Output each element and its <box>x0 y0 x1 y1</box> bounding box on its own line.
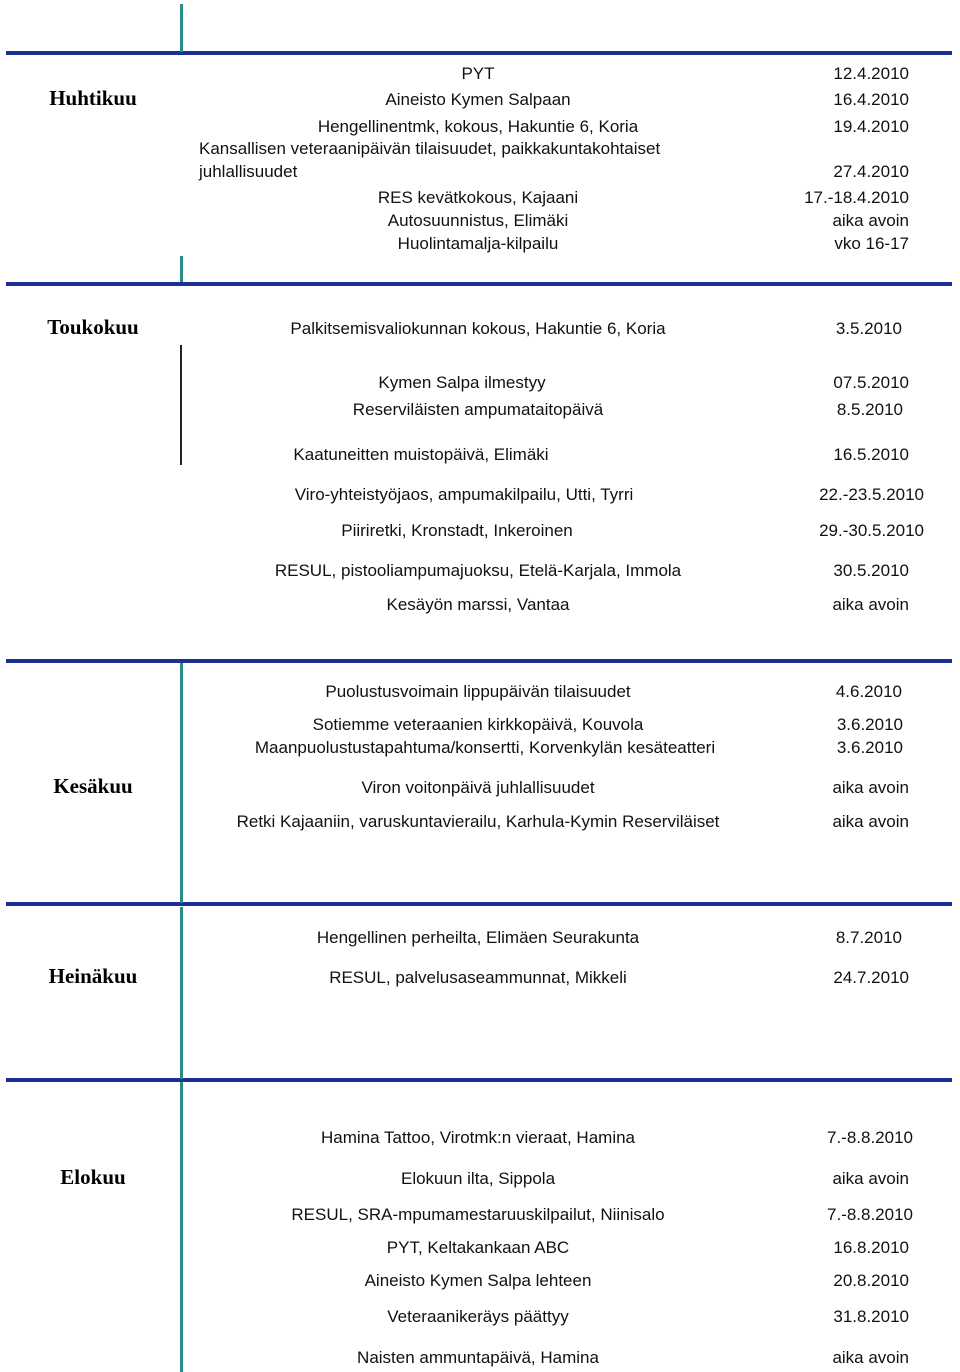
event-text: Hengellinentmk, kokous, Hakuntie 6, Koria <box>317 117 639 136</box>
event-text: Sotiemme veteraanien kirkkopäivä, Kouvola <box>312 715 644 734</box>
event-date: 3.6.2010 <box>836 715 903 734</box>
event-date: 16.8.2010 <box>833 1238 909 1257</box>
event-date: 7.-8.8.2010 <box>826 1205 913 1224</box>
event-text: Kansallisen veteraanipäivän tilaisuudet, paikkakuntakohtaiset <box>199 139 661 158</box>
event-text: Huolintamalja-kilpailu <box>397 234 559 253</box>
event-text: Palkitsemisvaliokunnan kokous, Hakuntie 6, Koria <box>290 319 666 338</box>
event-date: aika avoin <box>832 211 909 230</box>
event-text: Kymen Salpa ilmestyy <box>378 373 546 392</box>
event-text: Retki Kajaaniin, varuskuntavierailu, Karhula-Kymin Reserviläiset <box>236 812 720 831</box>
event-text: Kaatuneitten muistopäivä, Elimäki <box>293 445 549 464</box>
month-label-huhtikuu: Huhtikuu <box>49 86 137 110</box>
event-date: 07.5.2010 <box>833 373 909 392</box>
event-date: aika avoin <box>832 1348 909 1367</box>
event-text: Naisten ammuntapäivä, Hamina <box>357 1348 599 1367</box>
event-date: aika avoin <box>832 778 909 797</box>
event-date: 8.7.2010 <box>835 928 902 947</box>
section-divider <box>6 51 952 55</box>
event-date: aika avoin <box>832 812 909 831</box>
event-text: Kesäyön marssi, Vantaa <box>386 595 570 614</box>
event-text: Reserviläisten ampumataitopäivä <box>352 400 604 419</box>
event-text: Hamina Tattoo, Virotmk:n vieraat, Hamina <box>320 1128 636 1147</box>
event-text: Puolustusvoimain lippupäivän tilaisuudet <box>325 682 631 701</box>
event-date: 17.-18.4.2010 <box>804 188 909 207</box>
column-line <box>180 345 182 465</box>
event-text: PYT, Keltakankaan ABC <box>386 1238 570 1257</box>
event-text: RES kevätkokous, Kajaani <box>377 188 579 207</box>
event-date: 16.4.2010 <box>833 90 909 109</box>
event-date: 29.-30.5.2010 <box>819 521 924 540</box>
event-date: 7.-8.8.2010 <box>826 1128 913 1147</box>
event-text: Viro-yhteistyöjaos, ampumakilpailu, Utti, Tyrri <box>294 485 634 504</box>
column-line <box>180 1082 183 1372</box>
event-date: aika avoin <box>832 1169 909 1188</box>
month-label-toukokuu: Toukokuu <box>47 315 139 339</box>
event-date: 3.5.2010 <box>835 319 902 338</box>
month-label-elokuu: Elokuu <box>60 1165 126 1189</box>
event-date: 24.7.2010 <box>833 968 909 987</box>
event-date: 22.-23.5.2010 <box>819 485 924 504</box>
event-text: Viron voitonpäivä juhlallisuudet <box>361 778 595 797</box>
event-date: 27.4.2010 <box>833 162 909 181</box>
column-line <box>180 256 183 282</box>
event-text: RESUL, pistooliampumajuoksu, Etelä-Karjala, Immola <box>274 561 682 580</box>
month-label-kesakuu: Kesäkuu <box>53 774 133 798</box>
event-text: RESUL, palvelusaseammunnat, Mikkeli <box>329 968 627 987</box>
section-divider <box>6 282 952 286</box>
event-text: Autosuunnistus, Elimäki <box>387 211 569 230</box>
event-text: Elokuun ilta, Sippola <box>400 1169 556 1188</box>
event-date: 12.4.2010 <box>833 64 909 83</box>
event-date: 31.8.2010 <box>833 1307 909 1326</box>
event-text: Aineisto Kymen Salpaan <box>385 90 571 109</box>
month-label-heinakuu: Heinäkuu <box>48 964 138 988</box>
event-date: 20.8.2010 <box>833 1271 909 1290</box>
event-date: 16.5.2010 <box>833 445 909 464</box>
event-date: 19.4.2010 <box>833 117 909 136</box>
event-date: 4.6.2010 <box>835 682 902 701</box>
section-divider <box>6 659 952 663</box>
event-date: vko 16-17 <box>834 234 909 253</box>
event-text: RESUL, SRA-mpumamestaruuskilpailut, Niinisalo <box>291 1205 665 1224</box>
event-date: 8.5.2010 <box>836 400 903 419</box>
event-text: Piiriretki, Kronstadt, Inkeroinen <box>341 521 573 540</box>
event-date: aika avoin <box>832 595 909 614</box>
event-date: 3.6.2010 <box>836 738 903 757</box>
event-text: juhlallisuudet <box>199 162 298 181</box>
event-text: Veteraanikeräys päättyy <box>387 1307 569 1326</box>
event-text: Maanpuolustustapahtuma/konsertti, Korvenkylän kesäteatteri <box>254 738 716 757</box>
event-text: Aineisto Kymen Salpa lehteen <box>364 1271 592 1290</box>
event-text: PYT <box>461 64 495 83</box>
event-text: Hengellinen perheilta, Elimäen Seurakunta <box>316 928 640 947</box>
column-line <box>180 907 183 1079</box>
event-date: 30.5.2010 <box>833 561 909 580</box>
section-divider <box>6 1078 952 1082</box>
section-divider <box>6 902 952 906</box>
column-line <box>180 4 183 52</box>
